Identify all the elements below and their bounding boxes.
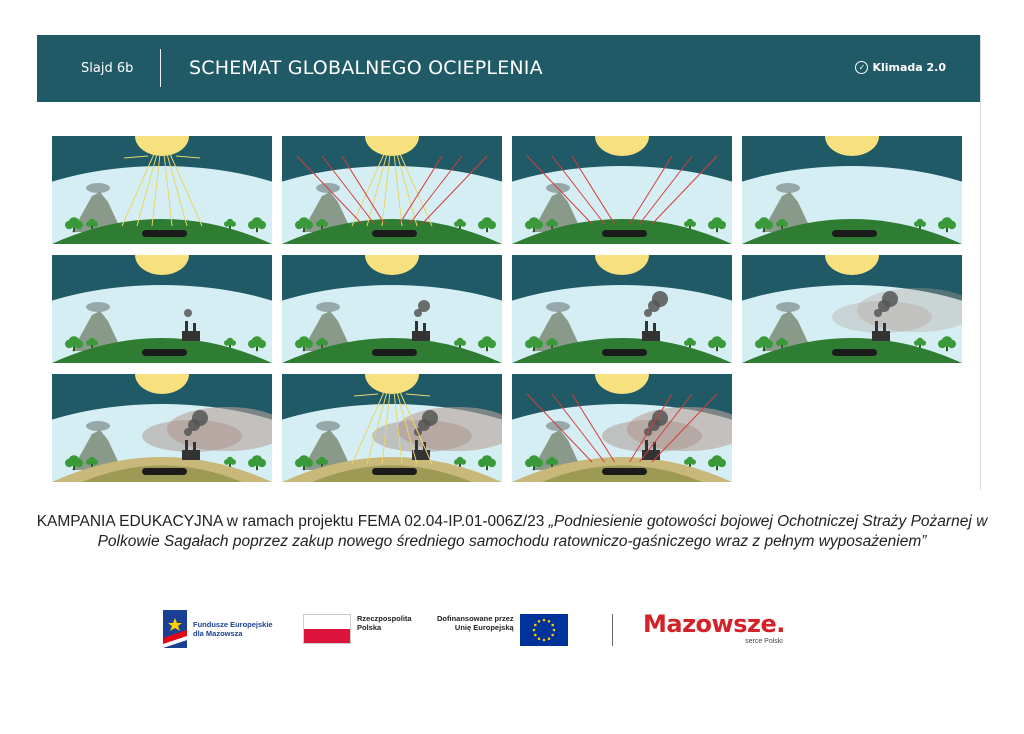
logo-fundusze-europejskie [163,610,303,648]
rp-line-2: Polska [357,623,382,632]
logo-unia-europejska [437,614,568,646]
diagram-panel [282,136,502,244]
diagram-panel [52,255,272,363]
ue-line-2: Unię Europejską [454,623,514,632]
slide-number: Slajd 6b [81,61,134,76]
diagram-panel [742,136,962,244]
logo-rzeczpospolita [303,614,412,644]
rp-line-1: Rzeczpospolita [357,614,412,623]
brand-name: Klimada 2.0 [872,61,946,74]
brand-logo [855,61,946,74]
fe-line-1: Fundusze Europejskie [193,620,273,629]
eu-flag-icon [520,614,568,646]
header-divider [160,49,161,87]
mazowsze-tagline: serce Polski [745,638,783,645]
caption-lead: KAMPANIA EDUKACYJNA [36,513,223,530]
diagram-panel [282,374,502,482]
diagram-panel [512,255,732,363]
diagram-panel [52,136,272,244]
leaf-icon: ✓ [855,61,868,74]
fe-emblem-icon [163,610,187,648]
diagram-panel [512,374,732,482]
polish-flag-icon [303,614,351,644]
diagram-panel [512,136,732,244]
diagram-panel [742,255,962,363]
mazowsze-wordmark: Mazowsze. [643,610,785,638]
fe-line-2: dla Mazowsza [193,629,243,638]
caption-project-title: „Podniesienie gotowości bojowej Ochotniczej Straży Pożarnej w Polkowie Sagałach poprzez zakup nowego średniego samochodu ratowniczo-gaśniczego wraz z pełnym wyposażeniem” [97,513,988,550]
page-title: SCHEMAT GLOBALNEGO OCIEPLENIA [189,57,543,79]
logo-mazowsze [643,610,785,645]
slide-border [980,35,981,490]
logo-separator [612,614,613,646]
funding-logos [0,610,1024,660]
diagram-panel [52,374,272,482]
campaign-caption [10,512,1014,552]
slide-header [37,35,980,102]
diagram-panel [282,255,502,363]
ue-line-1: Dofinansowane przez [437,614,514,623]
caption-middle: w ramach projektu FEMA 02.04-IP.01-006Z/23 [222,513,549,530]
